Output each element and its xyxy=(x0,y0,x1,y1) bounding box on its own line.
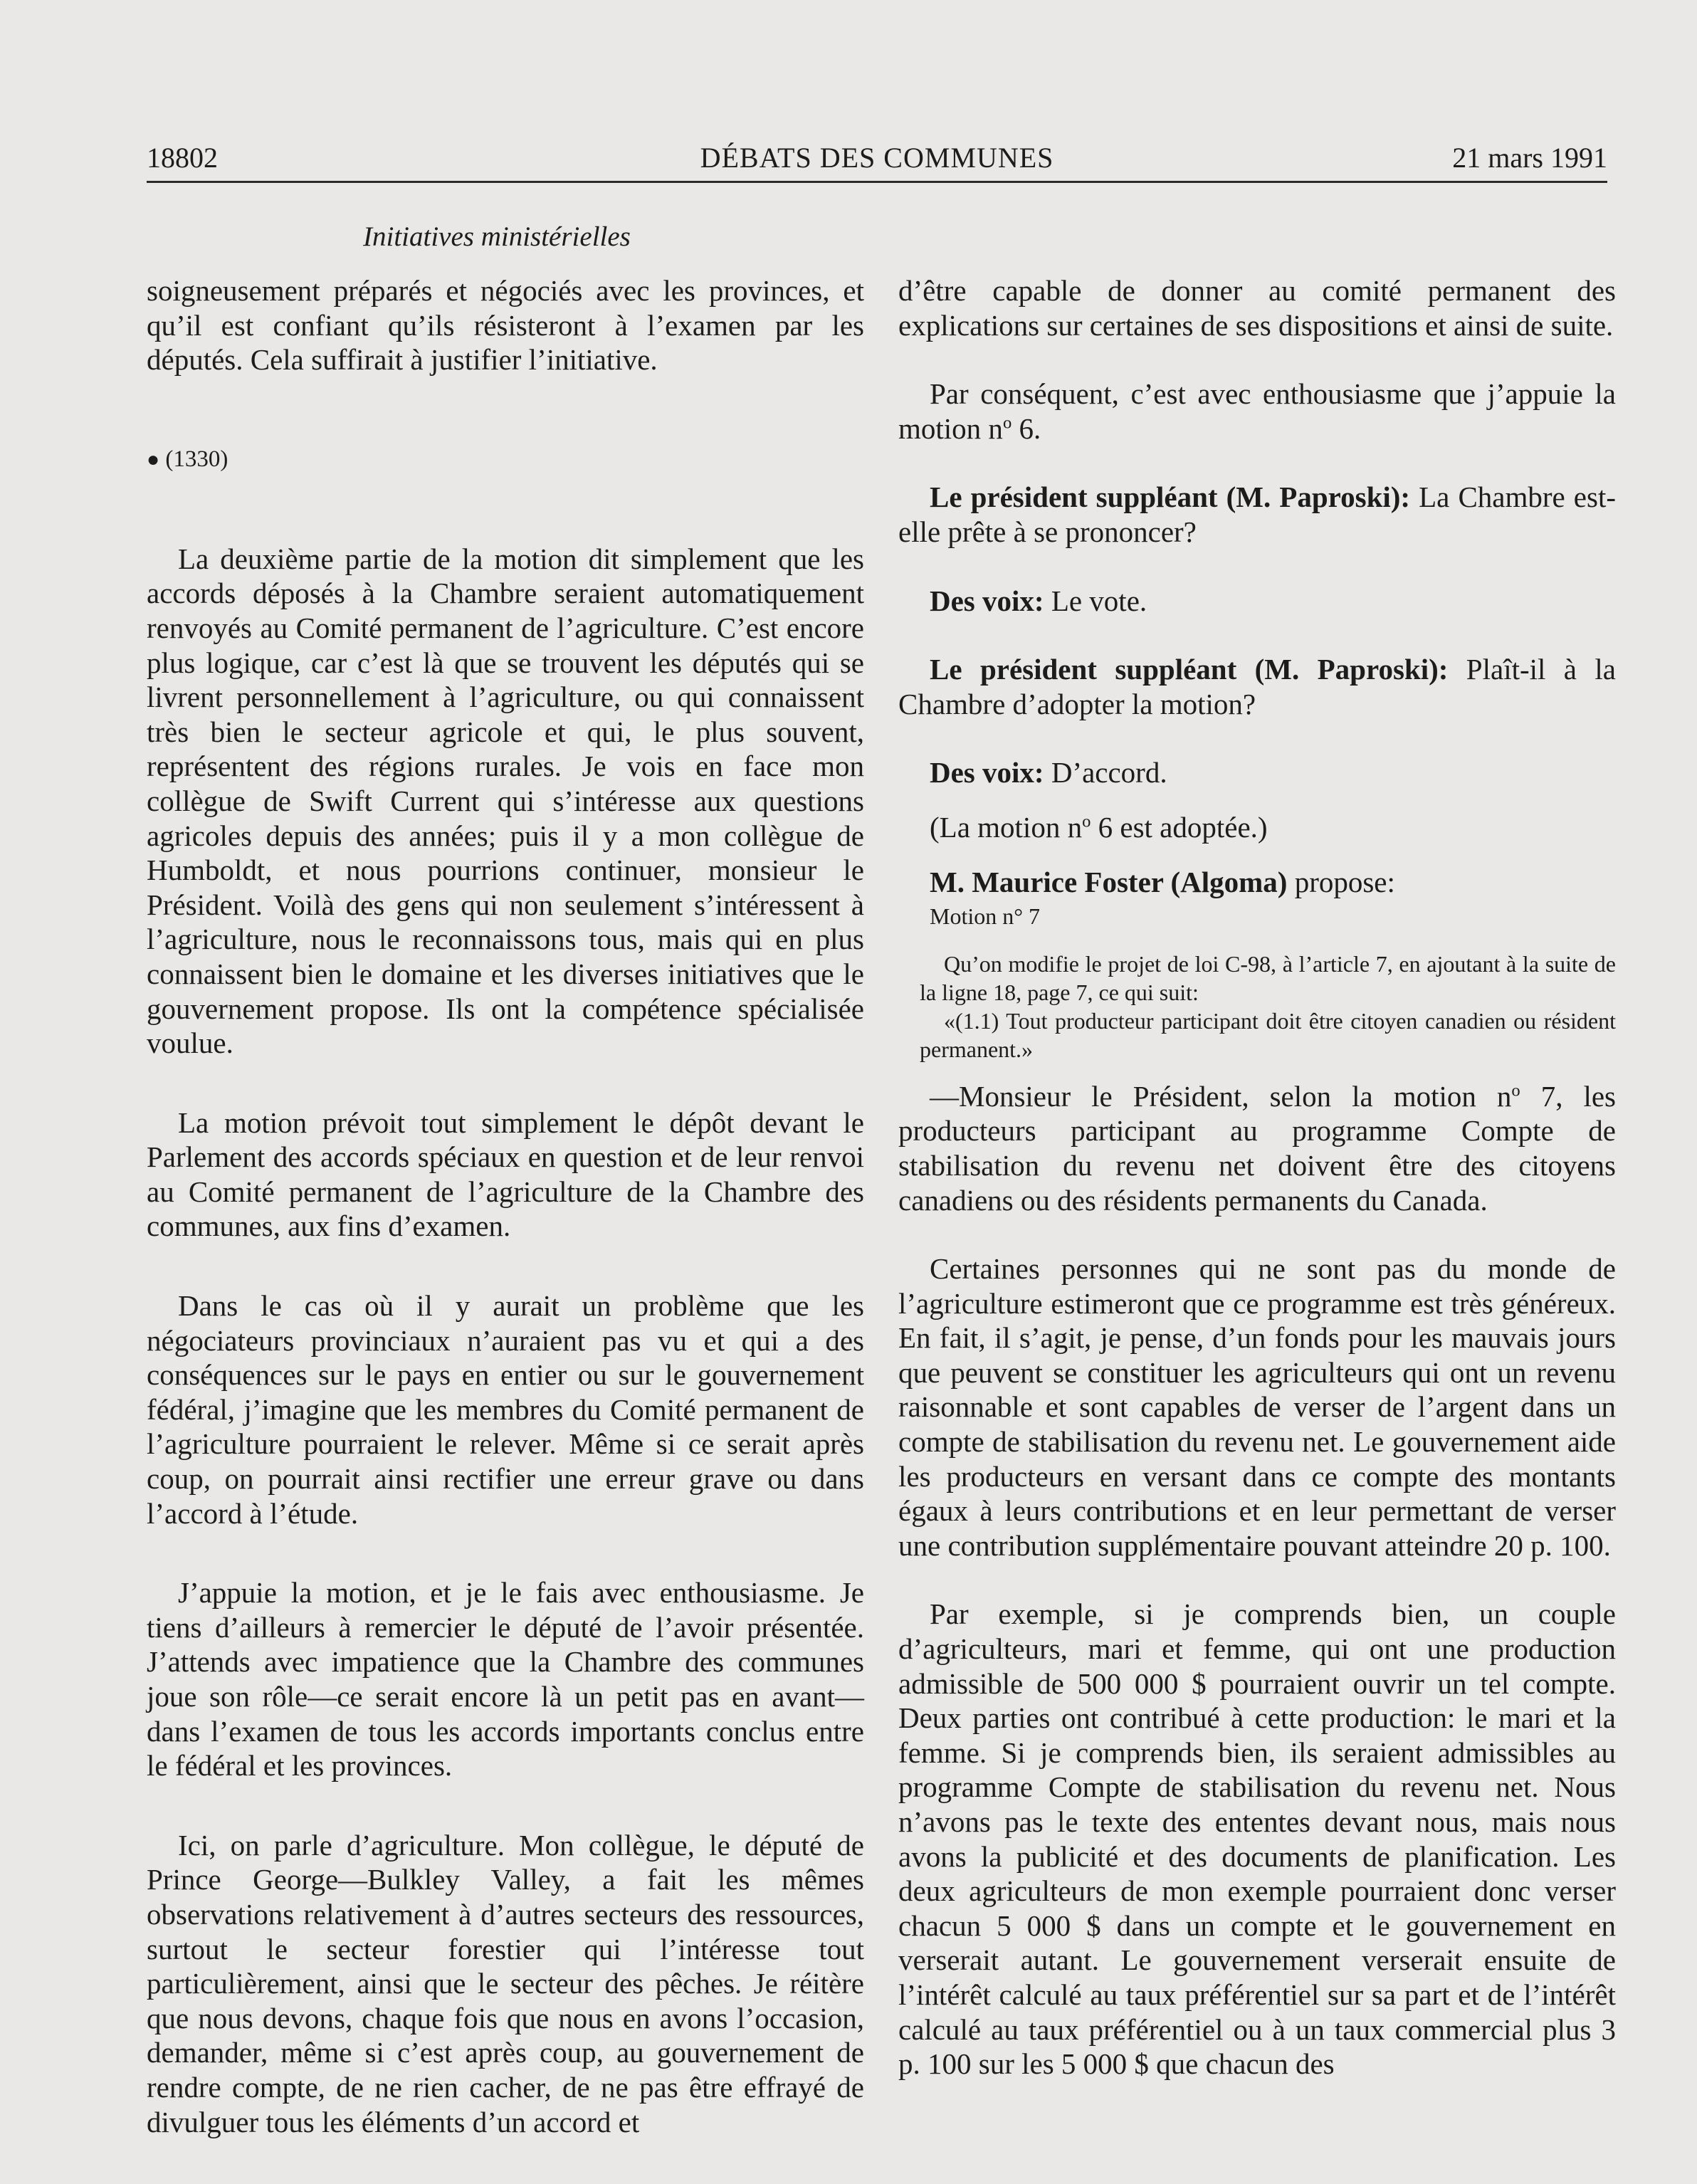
text-run: —Monsieur le Président, selon la motion n xyxy=(930,1079,1512,1113)
paragraph xyxy=(898,1079,1616,1217)
bullet-icon: ● xyxy=(147,447,160,471)
publication-title: DÉBATS DES COMMUNES xyxy=(700,142,1054,174)
speech-text: D’accord. xyxy=(1044,756,1167,789)
superscript: o xyxy=(1082,812,1091,831)
paragraph: Certaines personnes qui ne sont pas du monde de l’agriculture estimeront que ce programme est très généreux. En fait, il s’agit, je pense, d’un fonds pour les mauvais jours que peuvent se constituer les agriculteurs qui ont un revenu raisonnable et sont capables de verser de l’argent dans un compte de stabilisation du revenu net. Le gouvernement aide les producteurs en versant dans ce compte des montants égaux à leurs contributions et en leur permettant de verser une contribution supplémentaire pouvant atteindre 20 p. 100. xyxy=(898,1252,1616,1562)
paragraph: Ici, on parle d’agriculture. Mon collègue, le député de Prince George—Bulkley Valley, a fait les mêmes observations relativement à d’autres secteurs des ressources, surtout le secteur forestier qui l’intéresse tout particulièrement, ainsi que le secteur des pêches. Je réitère que nous devons, chaque fois que nous en avons l’occasion, demander, même si c’est après coup, au gouvernement de rendre compte, de ne rien cacher, de ne pas être effrayé de divulguer tous les éléments d’un accord et xyxy=(147,1828,864,2138)
speech xyxy=(898,755,1616,790)
paragraph: d’être capable de donner au comité permanent des explications sur certaines de ses dispositions et ainsi de suite. xyxy=(898,274,1616,342)
section-label: Initiatives ministérielles xyxy=(363,221,631,252)
page-header xyxy=(147,141,1607,184)
text-run: 6 est adoptée.) xyxy=(1091,810,1268,844)
paragraph: soigneusement préparés et négociés avec les provinces, et qu’il est confiant qu’ils résisteront à l’examen par les députés. Cela suffirait à justifier l’initiative. xyxy=(147,274,864,377)
speaker-name: Le président suppléant (M. Paproski): xyxy=(930,481,1411,514)
speech-text: Le vote. xyxy=(1044,584,1147,617)
motion-text: Qu’on modifie le projet de loi C-98, à l’article 7, en ajoutant à la suite de la ligne 18, page 7, ce qui suit: xyxy=(920,950,1616,1005)
motion-quote: «(1.1) Tout producteur participant doit être citoyen canadien ou résident permanent.» xyxy=(920,1007,1616,1062)
speech xyxy=(898,480,1616,549)
left-column xyxy=(147,273,864,2139)
paragraph: La deuxième partie de la motion dit simplement que les accords déposés à la Chambre seraient automatiquement renvoyés au Comité permanent de l’agriculture. C’est encore plus logique, car c’est là que se trouvent les députés qui se livrent personnellement à l’agriculture, ou qui connaissent très bien le secteur agricole et qui, le plus souvent, représentent des régions rurales. Je vois en face mon collègue de Swift Current qui s’intéresse aux questions agricoles depuis des années; puis il y a mon collègue de Humboldt, et nous pourrions continuer, monsieur le Président. Voilà des gens qui non seulement s’intéressent à l’agriculture, nous le reconnaissons tous, mais qui en plus connaissent bien le domaine et les diverses initiatives que le gouvernement propose. Ils ont la compétence spécialisée voulue. xyxy=(147,542,864,1060)
text-run: (La motion n xyxy=(930,810,1083,844)
header-rule xyxy=(147,181,1607,183)
motion-label: Motion n° 7 xyxy=(930,903,1041,930)
speech xyxy=(898,652,1616,721)
speech xyxy=(898,584,1616,619)
text-run: 7, les producteurs participant au programme Compte de stabilisation du revenu net doivent être des citoyens canadiens ou des résidents permanents du Canada. xyxy=(898,1079,1617,1217)
superscript: o xyxy=(1002,413,1012,433)
speech xyxy=(898,865,1616,900)
speech-text: Plaît-il à la Chambre d’adopter la motion? xyxy=(898,653,1616,720)
paragraph: J’appuie la motion, et je le fais avec enthousiasme. Je tiens d’ailleurs à remercier le député de l’avoir présentée. J’attends avec impatience que la Chambre des communes joue son rôle—ce serait encore là un petit pas en avant—dans l’examen de tous les accords importants conclus entre le fédéral et les provinces. xyxy=(147,1576,864,1783)
paragraph: Dans le cas où il y aurait un problème que les négociateurs provinciaux n’auraient pas vu et qui a des conséquences sur le pays en entier ou sur le gouvernement fédéral, j’imagine que les membres du Comité permanent de l’agriculture pourraient le relever. Même si ce serait après coup, on pourrait ainsi rectifier une erreur grave ou dans l’accord à l’étude. xyxy=(147,1289,864,1530)
page-number: 18802 xyxy=(147,142,218,174)
paragraph: Par exemple, si je comprends bien, un couple d’agriculteurs, mari et femme, qui ont une production admissible de 500 000 $ pourraient ouvrir un tel compte. Deux parties ont contribué à cette production: le mari et la femme. Si je comprends bien, ils seraient admissibles au programme Compte de stabilisation du revenu net. Nous n’avons pas le texte des ententes devant nous, mais nous avons la publicité et des documents de planification. Les deux agriculteurs de mon exemple pourraient donc verser chacun 5 000 $ dans un compte et le gouvernement en verserait autant. Le gouvernement verserait ensuite de l’intérêt calculé au taux préférentiel sur sa part et de l’intérêt calculé au taux préférentiel ou à un taux commercial plus 3 p. 100 sur les 5 000 $ que chacun des xyxy=(898,1597,1616,2081)
superscript: o xyxy=(1511,1081,1520,1101)
paragraph: La motion prévoit tout simplement le dépôt devant le Parlement des accords spéciaux en question et de leur renvoi au Comité permanent de l’agriculture de la Chambre des communes, aux fins d’examen. xyxy=(147,1106,864,1243)
timestamp-text: (1330) xyxy=(165,446,228,472)
speaker-name: M. Maurice Foster (Algoma) xyxy=(930,865,1288,898)
adoption-note xyxy=(898,810,1616,845)
speech-text: propose: xyxy=(1287,865,1395,898)
speaker-name: Des voix: xyxy=(930,756,1044,789)
speaker-name: Des voix: xyxy=(930,584,1044,617)
right-column xyxy=(898,273,1616,2081)
speech-text: La Chambre est-elle prête à se prononcer? xyxy=(898,481,1616,548)
timestamp xyxy=(147,445,864,474)
paragraph xyxy=(898,377,1616,446)
text-run: 6. xyxy=(1012,411,1041,445)
publication-date: 21 mars 1991 xyxy=(1452,142,1607,174)
speaker-name: Le président suppléant (M. Paproski): xyxy=(930,653,1449,686)
text-run: Par conséquent, c’est avec enthousiasme que j’appuie la motion n xyxy=(898,377,1616,445)
